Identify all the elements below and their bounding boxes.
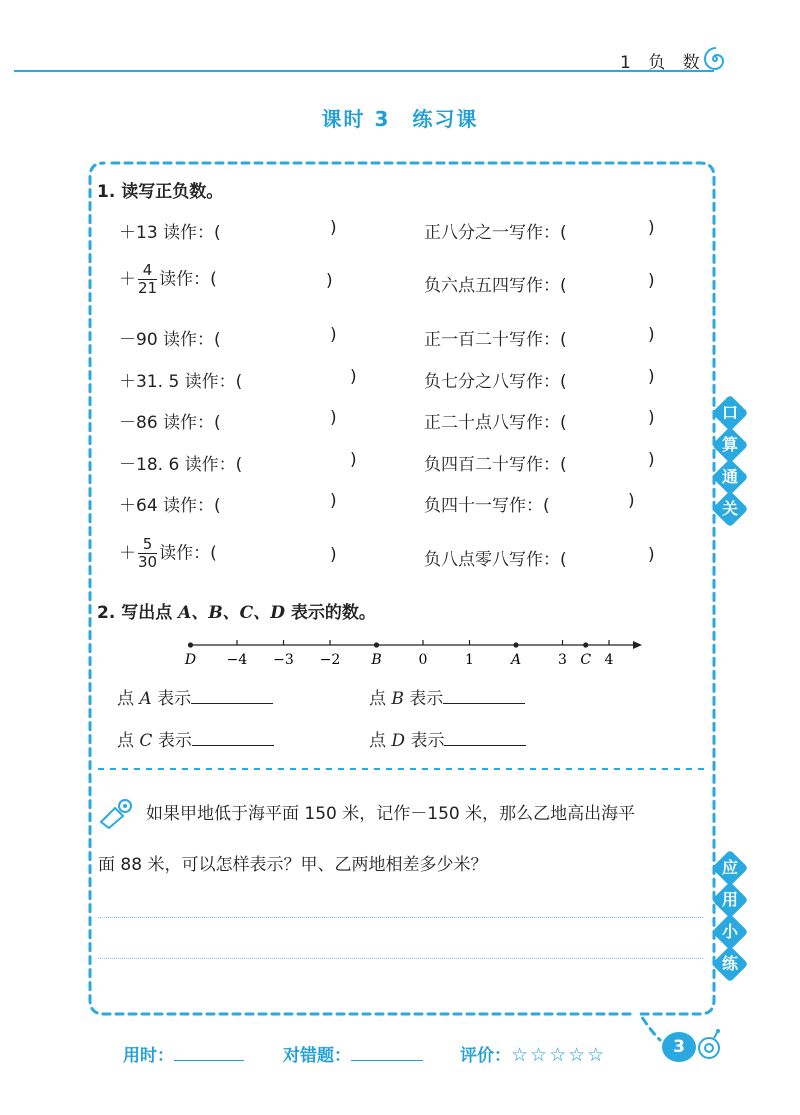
time-blank[interactable] — [174, 1044, 244, 1061]
number-line-tick-label: −3 — [273, 652, 294, 668]
answer-c: 点 C 表示 — [117, 726, 274, 751]
q1-left-item: －86 读作：( — [119, 413, 221, 433]
q1-right-item: 负四十一写作：( — [424, 496, 550, 516]
side-tag-char: 算 — [721, 435, 738, 454]
close-paren: ) — [350, 367, 357, 387]
close-paren: ) — [648, 408, 655, 428]
side-tag-char: 口 — [721, 403, 738, 422]
close-paren: ) — [648, 450, 655, 470]
number-line-tick-label: 3 — [558, 652, 567, 668]
number-line-point-label: A — [510, 652, 522, 668]
q1-left-item: ＋ $\frac{4}{21}$ 读作：( — [119, 261, 217, 297]
q1-right-item: 负四百二十写作：( — [424, 455, 567, 475]
q1-title: 1. 读写正负数。 — [97, 182, 224, 202]
number-line-tick-label: −2 — [319, 652, 341, 668]
close-paren: ) — [648, 325, 655, 345]
side-tag-char: 用 — [721, 890, 738, 909]
close-paren: ) — [330, 408, 337, 428]
answer-blank[interactable] — [191, 685, 273, 704]
close-paren: ) — [648, 218, 655, 238]
number-line-tick-label: 4 — [604, 652, 614, 668]
answer-b: 点 B 表示 — [369, 684, 525, 709]
q1-right-item: 正八分之一写作：( — [424, 223, 567, 243]
number-line-tick-label: 1 — [465, 652, 474, 668]
number-line-point-label: C — [580, 652, 592, 668]
errors-field: 对错题： — [283, 1041, 423, 1066]
number-line-point — [583, 642, 588, 647]
answer-line[interactable] — [98, 958, 703, 959]
answer-d: 点 D 表示 — [369, 726, 526, 751]
q1-left-item: ＋64 读作：( — [119, 496, 221, 516]
fraction: $\frac{5}{30}$ — [138, 535, 158, 571]
lesson-title: 课时 3 练习课 — [321, 107, 479, 131]
q1-left-item: －90 读作：( — [119, 330, 221, 350]
number-line-point-label: B — [371, 652, 382, 668]
q1-right-item: 负六点五四写作：( — [424, 276, 567, 296]
number-line-point — [513, 642, 518, 647]
q1-left-item: ＋31. 5 读作：( — [119, 372, 243, 392]
q2-title: 2. 写出点 A、B、C、D 表示的数。 — [97, 603, 376, 623]
answer-blank[interactable] — [443, 685, 525, 704]
page-number: 3 — [662, 1032, 696, 1062]
close-paren: ) — [330, 491, 337, 511]
close-paren: ) — [330, 325, 337, 345]
number-line — [170, 632, 650, 676]
answer-blank[interactable] — [444, 727, 526, 746]
number-line-point — [374, 642, 379, 647]
q1-right-item: 负七分之八写作：( — [424, 372, 567, 392]
q1-right-item: 正一百二十写作：( — [424, 330, 567, 350]
snail-icon — [694, 1028, 724, 1062]
side-tag-char: 应 — [721, 858, 738, 877]
side-tag-char: 关 — [721, 499, 738, 518]
close-paren: ) — [648, 271, 655, 291]
errors-blank[interactable] — [351, 1044, 423, 1061]
q1-left-item: ＋ $\frac{5}{30}$ 读作：( — [119, 535, 217, 571]
answer-line[interactable] — [98, 917, 703, 918]
side-tag-char: 练 — [721, 954, 738, 973]
telescope-icon — [97, 798, 137, 830]
number-line-point — [188, 642, 193, 647]
answer-blank[interactable] — [192, 727, 274, 746]
side-tag-char: 通 — [721, 467, 738, 486]
answer-a: 点 A 表示 — [117, 684, 273, 709]
close-paren: ) — [330, 545, 337, 565]
close-paren: ) — [648, 545, 655, 565]
close-paren: ) — [326, 271, 333, 291]
application-line-1: 如果甲地低于海平面 150 米，记作－150 米，那么乙地高出海平 — [146, 804, 636, 824]
close-paren: ) — [350, 450, 357, 470]
fraction: $\frac{4}{21}$ — [138, 261, 158, 297]
close-paren: ) — [648, 367, 655, 387]
q1-right-item: 负八点零八写作：( — [424, 550, 567, 570]
q1-left-item: ＋13 读作：( — [119, 223, 221, 243]
rating-stars[interactable]: ☆☆☆☆☆ — [511, 1044, 607, 1066]
number-line-tick-label: −4 — [226, 652, 248, 668]
close-paren: ) — [330, 218, 337, 238]
number-line-tick-label: 0 — [418, 652, 428, 668]
chapter-title: 1 负 数 — [620, 53, 706, 73]
close-paren: ) — [628, 491, 635, 511]
time-field: 用时： — [123, 1041, 244, 1066]
side-tag-char: 小 — [721, 922, 738, 941]
number-line-point-label: D — [184, 652, 197, 668]
q1-right-item: 正二十点八写作：( — [424, 413, 567, 433]
application-line-2: 面 88 米，可以怎样表示？甲、乙两地相差多少米？ — [98, 855, 488, 875]
rating-field: 评价：☆☆☆☆☆ — [460, 1044, 607, 1066]
q1-left-item: －18. 6 读作：( — [119, 455, 243, 475]
